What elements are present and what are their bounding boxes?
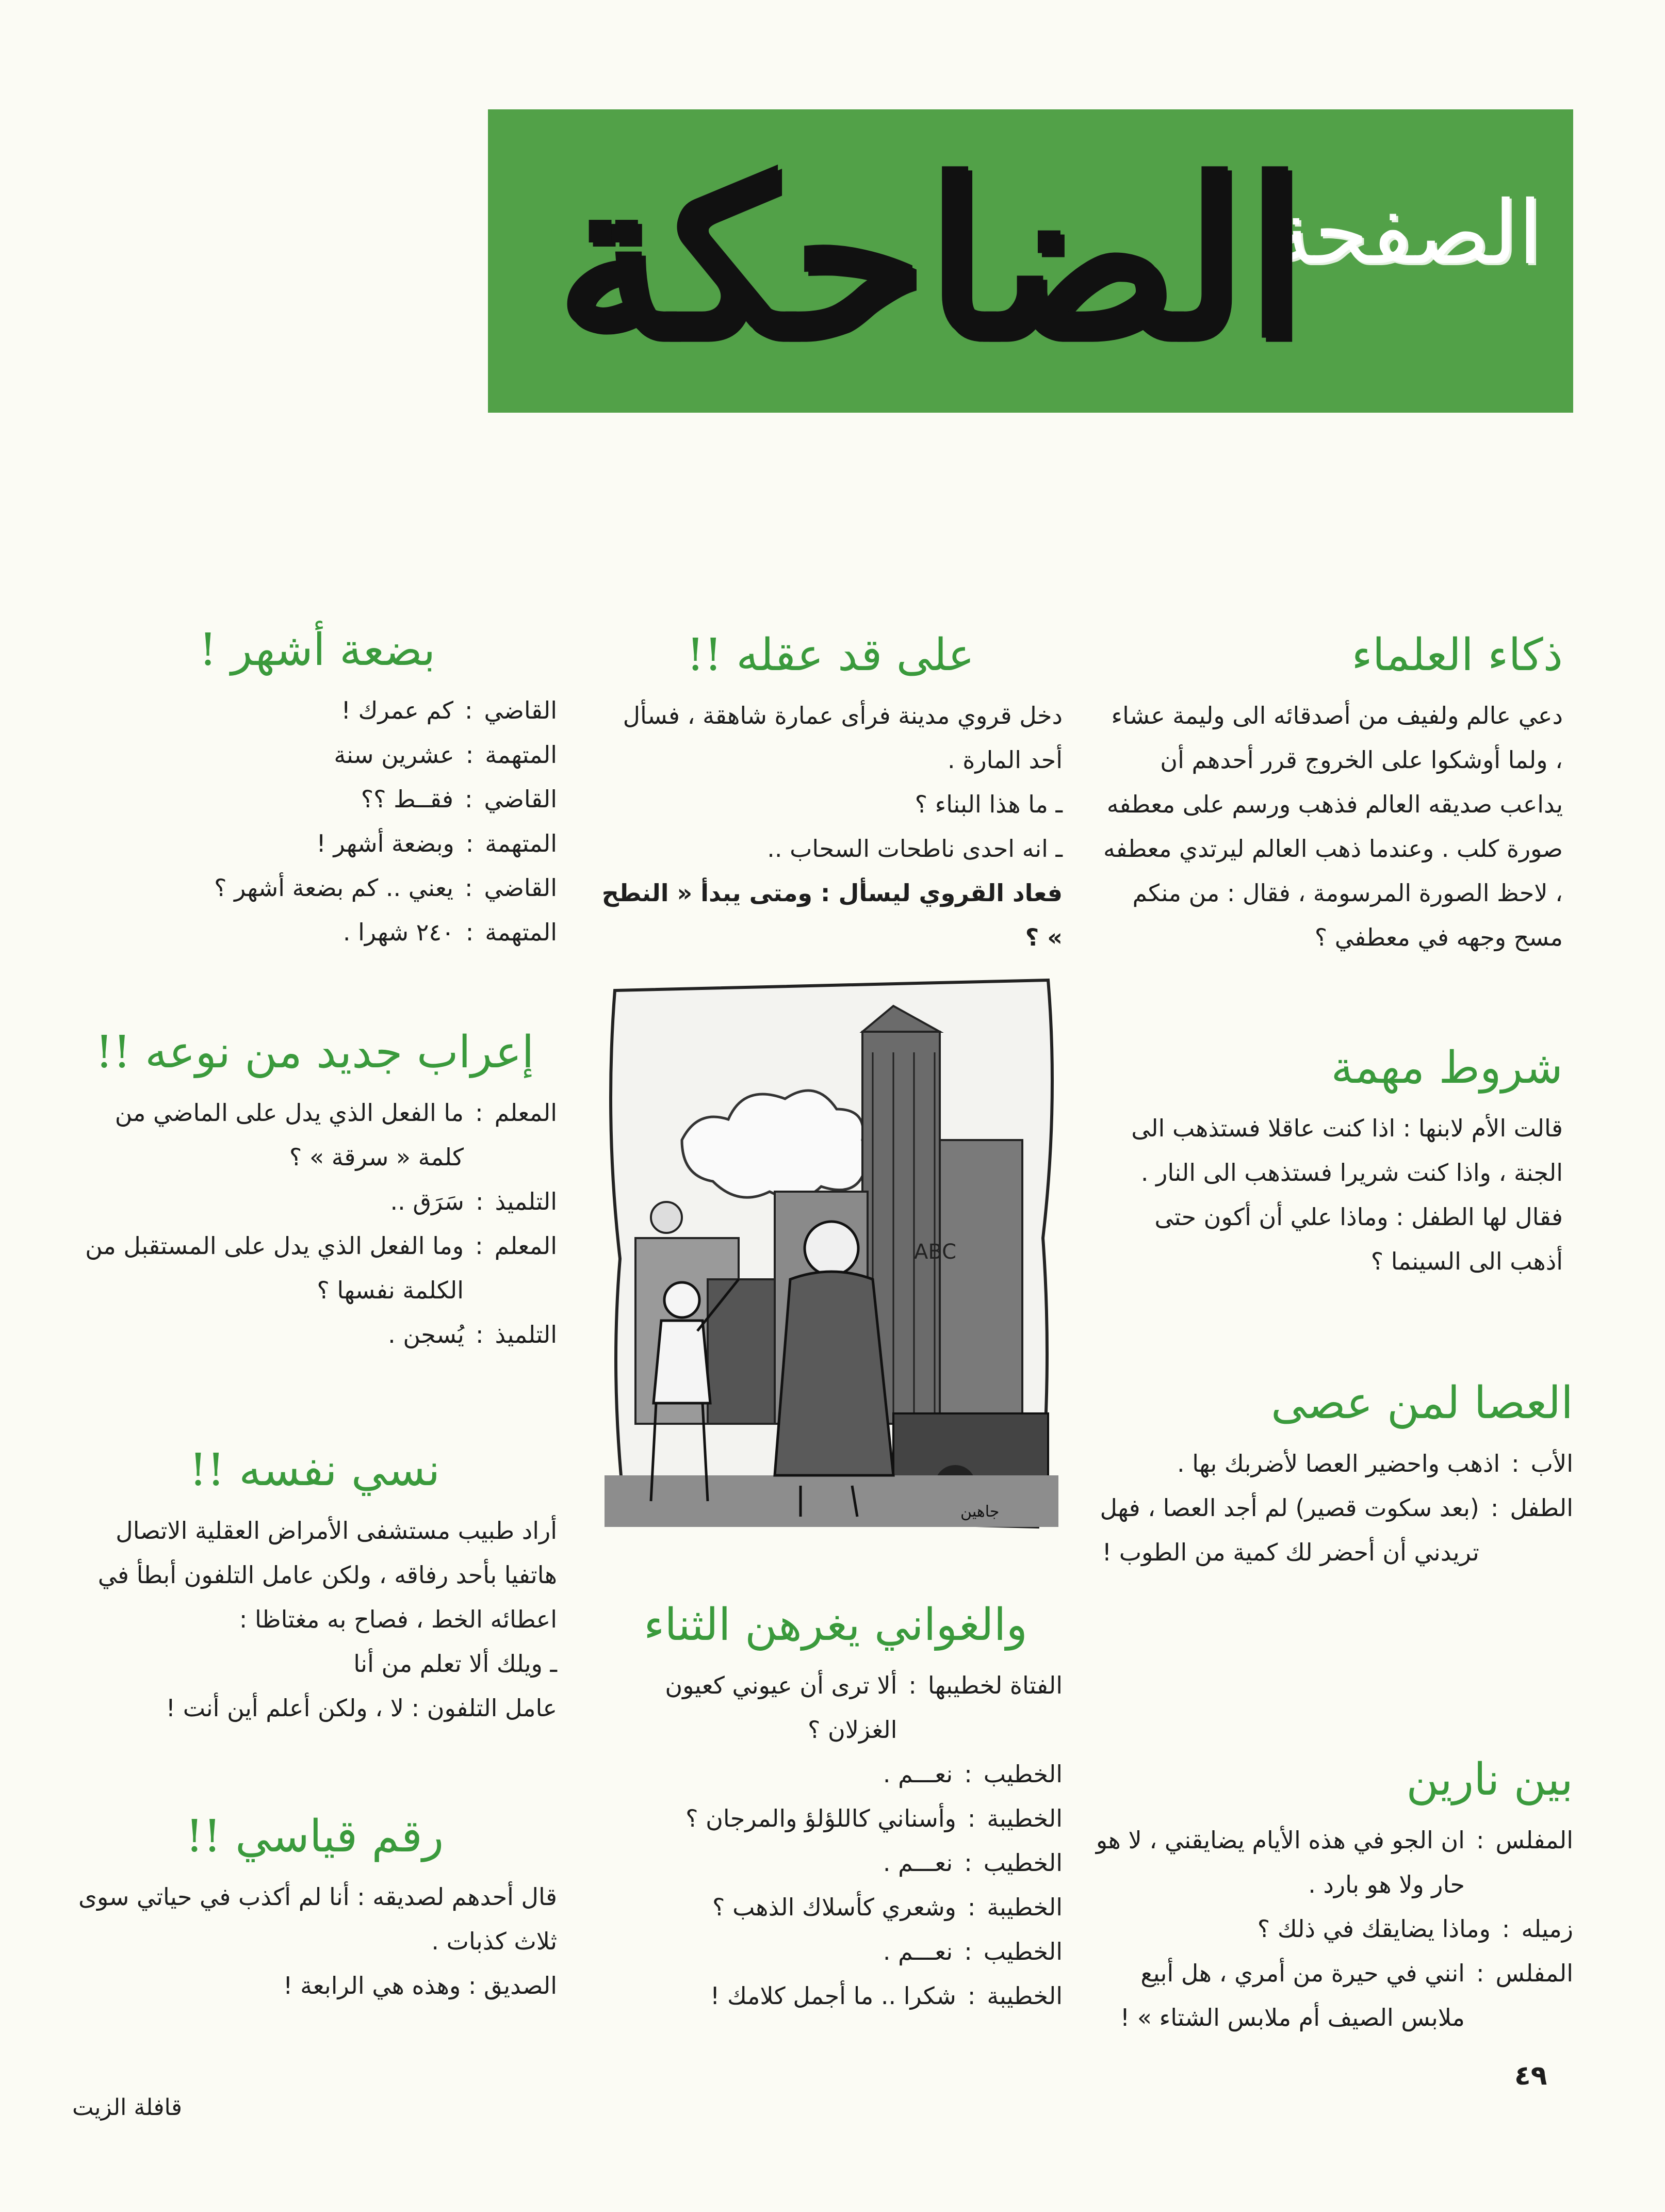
section-months (77, 619, 557, 954)
dialog-line: ـ ويلك ألا تعلم من أنا (353, 1650, 557, 1678)
dialog-row: الخطيب : نعـــم . (883, 1760, 1063, 1788)
section-title: شروط مهمة (1331, 1042, 1563, 1094)
dialog-row: زميله : وماذا يضايقك في ذلك ؟ (1257, 1915, 1573, 1943)
section-title: العصا لمن عصى (1270, 1377, 1573, 1429)
section-text: دعي عالم ولفيف من أصدقائه الى وليمة عشاء ، ولما أوشكوا على الخروج قرر أحدهم أن يداعب صديقه العالم فذهب ورسم على معطفه صورة كلب . وعندما ذهب العالم ليرتدي معطفه ، لاحظ الصورة المرسومة ، فقال : من منكم مسح وجهه في معطفي ؟ (1103, 702, 1563, 951)
section-title: نسي نفسه !! (189, 1444, 440, 1496)
punchline: فعاد القروي ليسأل : ومتى يبدأ « النطح » ؟ (601, 879, 1063, 951)
dialog-row: الخطيبة : وأسناني كاللؤلؤ والمرجان ؟ (685, 1804, 1063, 1832)
section-record (72, 1806, 557, 2008)
section-title: رقم قياسي !! (185, 1811, 444, 1862)
dialog-row: التلميذ : سَرَق .. (390, 1188, 557, 1215)
section-text: دخل قروي مدينة فرأى عمارة شاهقة ، فسأل أحد المارة . (623, 702, 1063, 774)
section-title: إعراب جديد من نوعه !! (95, 1027, 534, 1078)
dialog-row: الخطيب : نعـــم . (883, 1938, 1063, 1965)
dialog-line: الصديق : وهذه هي الرابعة ! (283, 1972, 557, 1999)
section-conditions (1097, 1037, 1563, 1283)
cartoon-signature: جاهين (960, 1503, 1000, 1521)
dialog-row: المتهمة : ٢٤٠ شهرا . (342, 918, 557, 946)
dialog-row: الطفل : (بعد سكوت قصير) لم أجد العصا ، فهل تريدني أن أحضر لك كمية من الطوب ! (1100, 1494, 1573, 1566)
section-title: على قد عقله !! (686, 629, 975, 681)
section-text: قال أحدهم لصديقه : أنا لم أكذب في حياتي سوى ثلاث كذبات . (78, 1883, 557, 1955)
dialog-row: القاضي : فقــط ؟؟ (361, 785, 557, 813)
dialog-row: الخطيب : نعـــم . (883, 1849, 1063, 1877)
section-between-fires (1088, 1749, 1573, 2040)
dialog-row: المعلم : ما الفعل الذي يدل على الماضي من كلمة « سرقة » ؟ (115, 1099, 557, 1171)
section-title: والغواني يغرهن الثناء (643, 1599, 1028, 1651)
dialog-row: القاضي : كم عمرك ! (341, 696, 557, 724)
section-grammar (72, 1021, 557, 1357)
section-title: ذكاء العلماء (1351, 629, 1563, 681)
dialog-row: المعلم : وما الفعل الذي يدل على المستقبل من الكلمة نفسها ؟ (85, 1232, 557, 1304)
section-text: أراد طبيب مستشفى الأمراض العقلية الاتصال هاتفيا بأحد رفاقه ، ولكن عامل التلفون أبطأ في اعطائه الخط ، فصاح به مغتاظا : (97, 1517, 557, 1633)
header-title-big: الضاحكة (555, 132, 1305, 386)
dialog-row: المفلس : انني في حيرة من أمري ، هل أبيع ملابس الصيف أم ملابس الشتاء » ! (1120, 1959, 1573, 2031)
section-forgot (72, 1439, 557, 1730)
header-title-small: الصفحة (1267, 182, 1542, 284)
section-mind (598, 624, 1063, 959)
dialog-row: الخطيبة : شكرا .. ما أجمل كلامك ! (710, 1982, 1063, 2010)
section-stick (1088, 1372, 1573, 1574)
dialog-row: القاضي : يعني .. كم بضعة أشهر ؟ (214, 874, 557, 902)
section-text: قالت الأم لابنها : اذا كنت عاقلا فستذهب الى الجنة ، واذا كنت شريرا فستذهب الى النار . فقال لها الطفل : وماذا علي أن أكون حتى أذهب الى السينما ؟ (1131, 1114, 1563, 1275)
section-scientists (1097, 624, 1563, 959)
section-beauties (609, 1594, 1063, 2018)
dialog-row: الخطيبة : وشعري كأسلاك الذهب ؟ (712, 1893, 1063, 1921)
dialog-line: ـ انه احدى ناطحات السحاب .. (767, 835, 1063, 863)
dialog-line: ـ ما هذا البناء ؟ (915, 790, 1063, 818)
dialog-row: الفتاة لخطيبها : ألا ترى أن عيوني كعيون الغزلان ؟ (665, 1671, 1063, 1744)
dialog-row: المتهمة : وبضعة أشهر ! (316, 829, 557, 857)
dialog-line: عامل التلفون : لا ، ولكن أعلم أين أنت ! (166, 1694, 557, 1722)
page-header-banner (488, 109, 1573, 413)
section-title: بين نارين (1406, 1754, 1573, 1806)
dialog-row: المفلس : ان الجو في هذه الأيام يضايقني ، لا هو حار ولا هو بارد . (1096, 1826, 1573, 1898)
section-title: بضعة أشهر ! (199, 624, 436, 676)
dialog-row: التلميذ : يُسجن . (388, 1321, 557, 1348)
dialog-row: الأب : اذهب واحضير العصا لأضربك بها . (1177, 1450, 1573, 1477)
dialog-row: المتهمة : عشرين سنة (334, 741, 557, 769)
cartoon-illustration (605, 970, 1058, 1531)
page-number: ٤٩ (1514, 2060, 1547, 2091)
magazine-name: قافلة الزيت (72, 2094, 182, 2121)
cartoon-sign: ABC (914, 1240, 957, 1264)
